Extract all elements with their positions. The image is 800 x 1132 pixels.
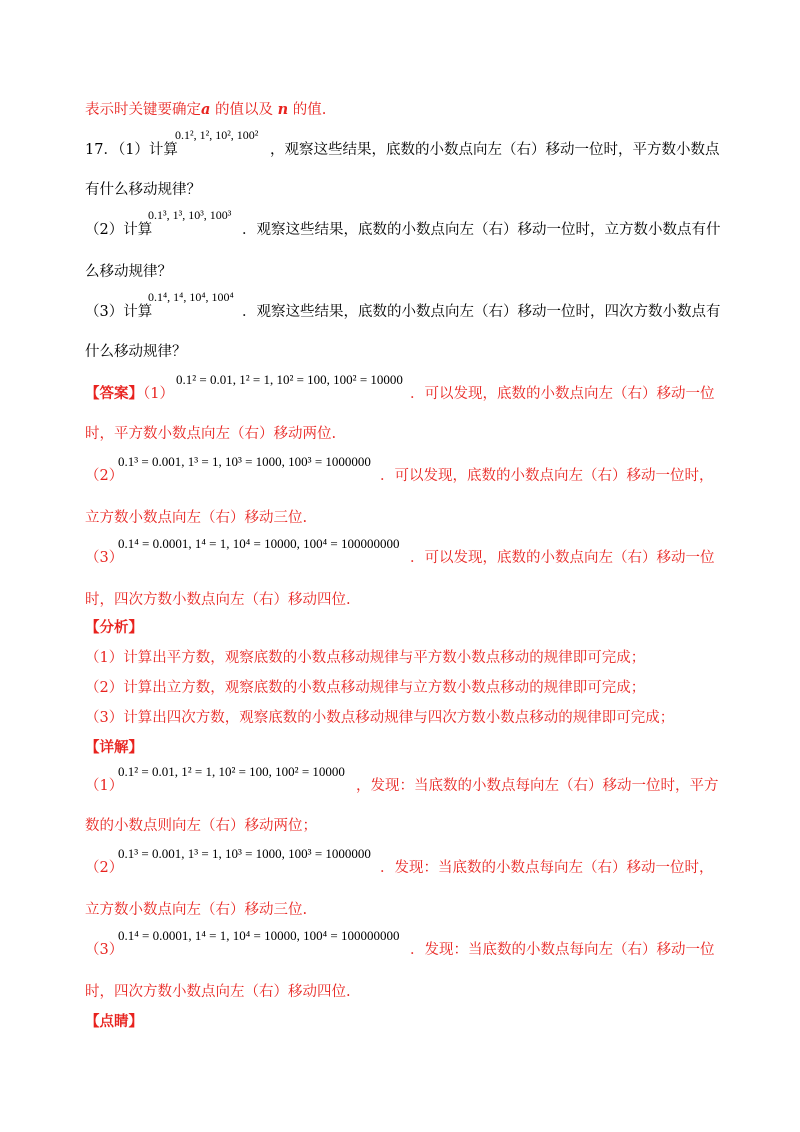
q1-line [85,140,178,160]
answer-line-1 [85,384,174,404]
intro-line [85,100,326,120]
detail-3-cont: 时，四次方数小数点向左（右）移动四位. [85,984,351,1000]
dianjing-label: 【点睛】 [85,1013,143,1030]
q1-cont: 有什么移动规律？ [85,182,201,198]
answer-2-cont: 立方数小数点向左（右）移动三位. [85,510,308,526]
intro-text-1: 表示时关键要确定 [85,102,201,118]
detail-3-tail: ．发现：当底数的小数点每向左（右）移动一位 [410,942,715,958]
q3-math: 0.1⁴, 1⁴, 10⁴, 100⁴ [148,290,234,304]
answer-3-cont: 时，四次方数小数点向左（右）移动四位. [85,592,351,608]
q1-lead: （1）计算 [117,142,178,158]
detail-1-lead: （1） [85,778,124,794]
detail-2-cont: 立方数小数点向左（右）移动三位. [85,902,308,918]
detail-2-math: 0.1³ = 0.001, 1³ = 1, 10³ = 1000, 100³ = 1000000 [118,846,371,861]
detail-2-tail: ．发现：当底数的小数点每向左（右）移动一位时， [380,860,714,876]
answer-2-tail: ．可以发现，底数的小数点向左（右）移动一位时， [380,468,714,484]
q2-math: 0.1³, 1³, 10³, 100³ [148,208,232,222]
q3-tail: ．观察这些结果，底数的小数点向左（右）移动一位时，四次方数小数点有 [242,304,721,320]
answer-3-math: 0.1⁴ = 0.0001, 1⁴ = 1, 10⁴ = 10000, 100⁴ = 100000000 [118,536,400,551]
answer-1-tail: ．可以发现，底数的小数点向左（右）移动一位 [410,386,715,402]
answer-label: 【答案】 [85,385,143,402]
answer-1-math: 0.1² = 0.01, 1² = 1, 10² = 100, 100² = 10000 [176,372,403,387]
analysis-line-3: （3）计算出四次方数，观察底数的小数点移动规律与四次方数小数点移动的规律即可完成； [85,710,675,726]
answer-2-math: 0.1³ = 0.001, 1³ = 1, 10³ = 1000, 100³ = 1000000 [118,454,371,469]
answer-3-tail: ．可以发现，底数的小数点向左（右）移动一位 [410,550,715,566]
intro-var-n: n [277,101,289,118]
analysis-line-2: （2）计算出立方数，观察底数的小数点移动规律与立方数小数点移动的规律即可完成； [85,680,646,696]
q3-lead: （3）计算 [85,304,153,320]
detail-2-lead: （2） [85,860,124,876]
detail-1-tail: ，发现：当底数的小数点每向左（右）移动一位时，平方 [356,778,719,794]
detail-3-math: 0.1⁴ = 0.0001, 1⁴ = 1, 10⁴ = 10000, 100⁴ = 100000000 [118,928,400,943]
detail-1-cont: 数的小数点则向左（右）移动两位； [85,818,317,834]
detail-1-math: 0.1² = 0.01, 1² = 1, 10² = 100, 100² = 10000 [118,764,345,779]
q1-math: 0.1², 1², 10², 100² [175,128,259,142]
intro-text-2: 的值以及 [210,102,278,118]
intro-var-a: a [201,101,211,118]
q3-cont: 什么移动规律？ [85,344,187,360]
q2-cont: 么移动规律？ [85,264,172,280]
answer-1-lead: （1） [143,386,174,402]
detail-3-lead: （3） [85,942,124,958]
answer-2-lead: （2） [85,468,124,484]
analysis-line-1: （1）计算出平方数，观察底数的小数点移动规律与平方数小数点移动的规律即可完成； [85,650,646,666]
intro-text-3: 的值. [288,102,327,118]
q1-tail: ，观察这些结果，底数的小数点向左（右）移动一位时，平方数小数点 [270,142,720,158]
analysis-label: 【分析】 [85,619,143,636]
q2-tail: ．观察这些结果，底数的小数点向左（右）移动一位时，立方数小数点有什 [242,222,721,238]
detail-label: 【详解】 [85,739,143,756]
answer-3-lead: （3） [85,550,124,566]
q2-lead: （2）计算 [85,222,153,238]
answer-1-cont: 时，平方数小数点向左（右）移动两位. [85,426,337,442]
question-number: 17． [85,142,118,158]
